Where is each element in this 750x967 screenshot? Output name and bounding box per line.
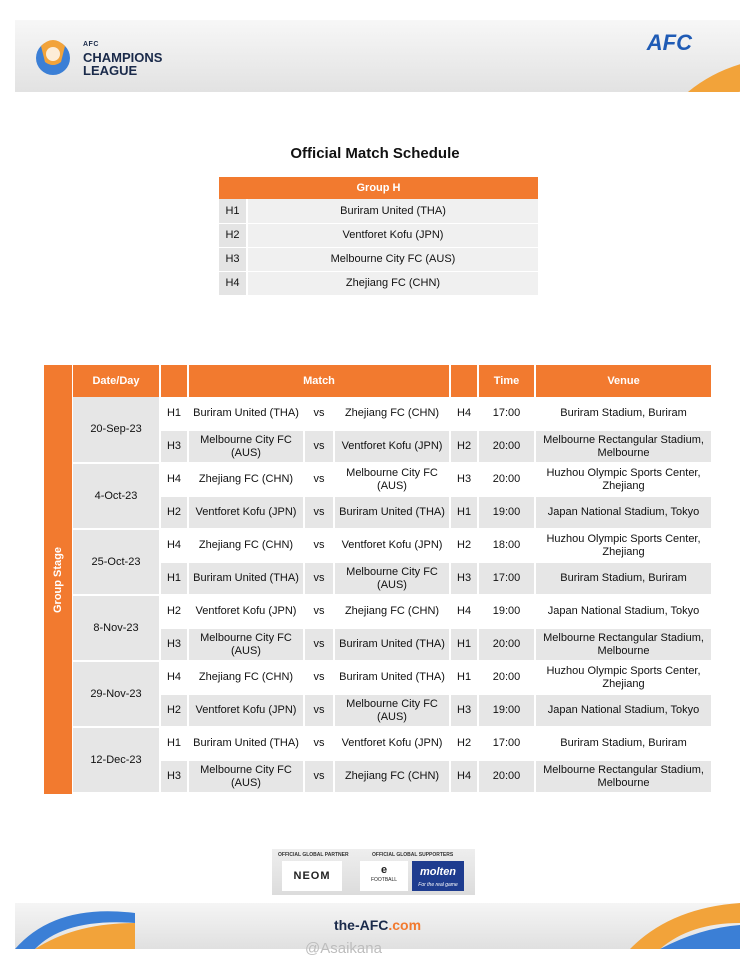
- away-team: Melbourne City FC (AUS): [334, 562, 450, 595]
- match-time: 19:00: [478, 694, 535, 727]
- group-table: [219, 177, 538, 296]
- match-venue: Buriram Stadium, Buriram: [535, 397, 712, 430]
- watermark: @Asaikana: [305, 940, 382, 957]
- match-row: [73, 694, 712, 727]
- away-team: Ventforet Kofu (JPN): [334, 529, 450, 562]
- away-team: Zhejiang FC (CHN): [334, 397, 450, 430]
- vs-label: vs: [304, 595, 334, 628]
- match-time: 19:00: [478, 496, 535, 529]
- match-venue: Huzhou Olympic Sports Center, Zhejiang: [535, 661, 712, 694]
- match-time: 20:00: [478, 628, 535, 661]
- header-home-code: [160, 365, 188, 397]
- match-date: 25-Oct-23: [73, 529, 160, 595]
- vs-label: vs: [304, 694, 334, 727]
- neom-logo: NEOM: [282, 861, 342, 891]
- acl-line1: CHAMPIONS: [83, 50, 163, 65]
- vs-label: vs: [304, 463, 334, 496]
- acl-wordmark: [83, 38, 162, 77]
- away-code: H1: [450, 628, 478, 661]
- match-venue: Melbourne Rectangular Stadium, Melbourne: [535, 430, 712, 463]
- acl-trophy-logo: [31, 32, 75, 78]
- molten-text: molten: [419, 866, 457, 878]
- match-time: 17:00: [478, 397, 535, 430]
- away-code: H1: [450, 661, 478, 694]
- header-venue: Venue: [535, 365, 712, 397]
- home-code: H1: [160, 562, 188, 595]
- home-code: H4: [160, 463, 188, 496]
- away-team: Zhejiang FC (CHN): [334, 595, 450, 628]
- vs-label: vs: [304, 727, 334, 760]
- home-code: H1: [160, 397, 188, 430]
- match-venue: Buriram Stadium, Buriram: [535, 562, 712, 595]
- header-time: Time: [478, 365, 535, 397]
- home-code: H4: [160, 529, 188, 562]
- group-team-row: [219, 271, 538, 295]
- match-row: [73, 529, 712, 562]
- team-code: H3: [219, 247, 247, 271]
- away-code: H4: [450, 760, 478, 793]
- site-main: the-AFC: [333, 917, 389, 933]
- away-code: H3: [450, 463, 478, 496]
- vs-label: vs: [304, 562, 334, 595]
- away-code: H4: [450, 397, 478, 430]
- match-row: [73, 430, 712, 463]
- stage-sidebar: [44, 365, 72, 794]
- home-team: Buriram United (THA): [188, 397, 304, 430]
- home-team: Zhejiang FC (CHN): [188, 463, 304, 496]
- match-venue: Japan National Stadium, Tokyo: [535, 694, 712, 727]
- vs-label: vs: [304, 430, 334, 463]
- home-team: Buriram United (THA): [188, 727, 304, 760]
- vs-label: vs: [304, 628, 334, 661]
- home-team: Zhejiang FC (CHN): [188, 529, 304, 562]
- home-code: H2: [160, 595, 188, 628]
- home-code: H4: [160, 661, 188, 694]
- away-code: H2: [450, 430, 478, 463]
- away-code: H4: [450, 595, 478, 628]
- away-code: H3: [450, 694, 478, 727]
- website-url[interactable]: [15, 917, 740, 933]
- group-name: Group H: [219, 177, 538, 199]
- vs-label: vs: [304, 496, 334, 529]
- match-time: 17:00: [478, 727, 535, 760]
- acl-line2: LEAGUE: [83, 63, 138, 78]
- team-code: H2: [219, 223, 247, 247]
- away-code: H2: [450, 727, 478, 760]
- match-row: [73, 496, 712, 529]
- afc-logo: AFC: [646, 30, 692, 55]
- vs-label: vs: [304, 397, 334, 430]
- away-team: Ventforet Kofu (JPN): [334, 430, 450, 463]
- molten-tagline: For the real game: [418, 882, 458, 888]
- home-team: Ventforet Kofu (JPN): [188, 595, 304, 628]
- efootball-logo: [360, 861, 408, 891]
- vs-label: vs: [304, 661, 334, 694]
- team-name: Buriram United (THA): [247, 199, 538, 223]
- match-time: 20:00: [478, 661, 535, 694]
- page-title: Official Match Schedule: [290, 145, 460, 162]
- home-team: Buriram United (THA): [188, 562, 304, 595]
- match-time: 20:00: [478, 463, 535, 496]
- match-time: 18:00: [478, 529, 535, 562]
- away-code: H2: [450, 529, 478, 562]
- match-date: 4-Oct-23: [73, 463, 160, 529]
- supporters-label: OFFICIAL GLOBAL SUPPORTERS: [372, 852, 454, 858]
- vs-label: vs: [304, 760, 334, 793]
- header-date: Date/Day: [73, 365, 160, 397]
- home-code: H3: [160, 760, 188, 793]
- match-row: [73, 463, 712, 496]
- away-team: Buriram United (THA): [334, 628, 450, 661]
- team-code: H1: [219, 199, 247, 223]
- group-team-row: [219, 199, 538, 223]
- home-code: H1: [160, 727, 188, 760]
- team-code: H4: [219, 271, 247, 295]
- match-row: [73, 397, 712, 430]
- away-team: Melbourne City FC (AUS): [334, 694, 450, 727]
- header-away-code: [450, 365, 478, 397]
- site-tld: .com: [388, 917, 422, 933]
- stage-label: Group Stage: [52, 546, 64, 613]
- away-code: H1: [450, 496, 478, 529]
- vs-label: vs: [304, 529, 334, 562]
- home-code: H3: [160, 628, 188, 661]
- home-team: Melbourne City FC (AUS): [188, 628, 304, 661]
- team-name: Ventforet Kofu (JPN): [247, 223, 538, 247]
- match-time: 19:00: [478, 595, 535, 628]
- match-date: 29-Nov-23: [73, 661, 160, 727]
- away-team: Ventforet Kofu (JPN): [334, 727, 450, 760]
- home-code: H2: [160, 694, 188, 727]
- match-row: [73, 595, 712, 628]
- match-row: [73, 760, 712, 793]
- molten-logo: [412, 861, 464, 891]
- match-date: 8-Nov-23: [73, 595, 160, 661]
- match-venue: Huzhou Olympic Sports Center, Zhejiang: [535, 529, 712, 562]
- match-row: [73, 661, 712, 694]
- away-team: Melbourne City FC (AUS): [334, 463, 450, 496]
- home-team: Melbourne City FC (AUS): [188, 430, 304, 463]
- match-venue: Japan National Stadium, Tokyo: [535, 496, 712, 529]
- away-team: Buriram United (THA): [334, 661, 450, 694]
- team-name: Zhejiang FC (CHN): [247, 271, 538, 295]
- sponsor-box: [272, 849, 475, 895]
- match-venue: Melbourne Rectangular Stadium, Melbourne: [535, 760, 712, 793]
- home-team: Zhejiang FC (CHN): [188, 661, 304, 694]
- acl-small-text: AFC: [83, 41, 99, 48]
- match-row: [73, 562, 712, 595]
- away-code: H3: [450, 562, 478, 595]
- match-venue: Japan National Stadium, Tokyo: [535, 595, 712, 628]
- match-time: 20:00: [478, 760, 535, 793]
- home-team: Ventforet Kofu (JPN): [188, 496, 304, 529]
- match-date: 20-Sep-23: [73, 397, 160, 463]
- away-team: Buriram United (THA): [334, 496, 450, 529]
- match-time: 20:00: [478, 430, 535, 463]
- match-venue: Melbourne Rectangular Stadium, Melbourne: [535, 628, 712, 661]
- match-date: 12-Dec-23: [73, 727, 160, 793]
- home-code: H2: [160, 496, 188, 529]
- group-team-row: [219, 223, 538, 247]
- efootball-text: FOOTBALL: [370, 877, 398, 883]
- match-venue: Huzhou Olympic Sports Center, Zhejiang: [535, 463, 712, 496]
- home-code: H3: [160, 430, 188, 463]
- header-banner: [15, 20, 740, 92]
- efootball-icon: e: [380, 864, 388, 876]
- header-match: Match: [188, 365, 450, 397]
- match-row: [73, 727, 712, 760]
- schedule-table: [73, 365, 713, 794]
- home-team: Ventforet Kofu (JPN): [188, 694, 304, 727]
- group-team-row: [219, 247, 538, 271]
- team-name: Melbourne City FC (AUS): [247, 247, 538, 271]
- match-venue: Buriram Stadium, Buriram: [535, 727, 712, 760]
- match-time: 17:00: [478, 562, 535, 595]
- partner-label: OFFICIAL GLOBAL PARTNER: [278, 852, 349, 858]
- home-team: Melbourne City FC (AUS): [188, 760, 304, 793]
- match-row: [73, 628, 712, 661]
- away-team: Zhejiang FC (CHN): [334, 760, 450, 793]
